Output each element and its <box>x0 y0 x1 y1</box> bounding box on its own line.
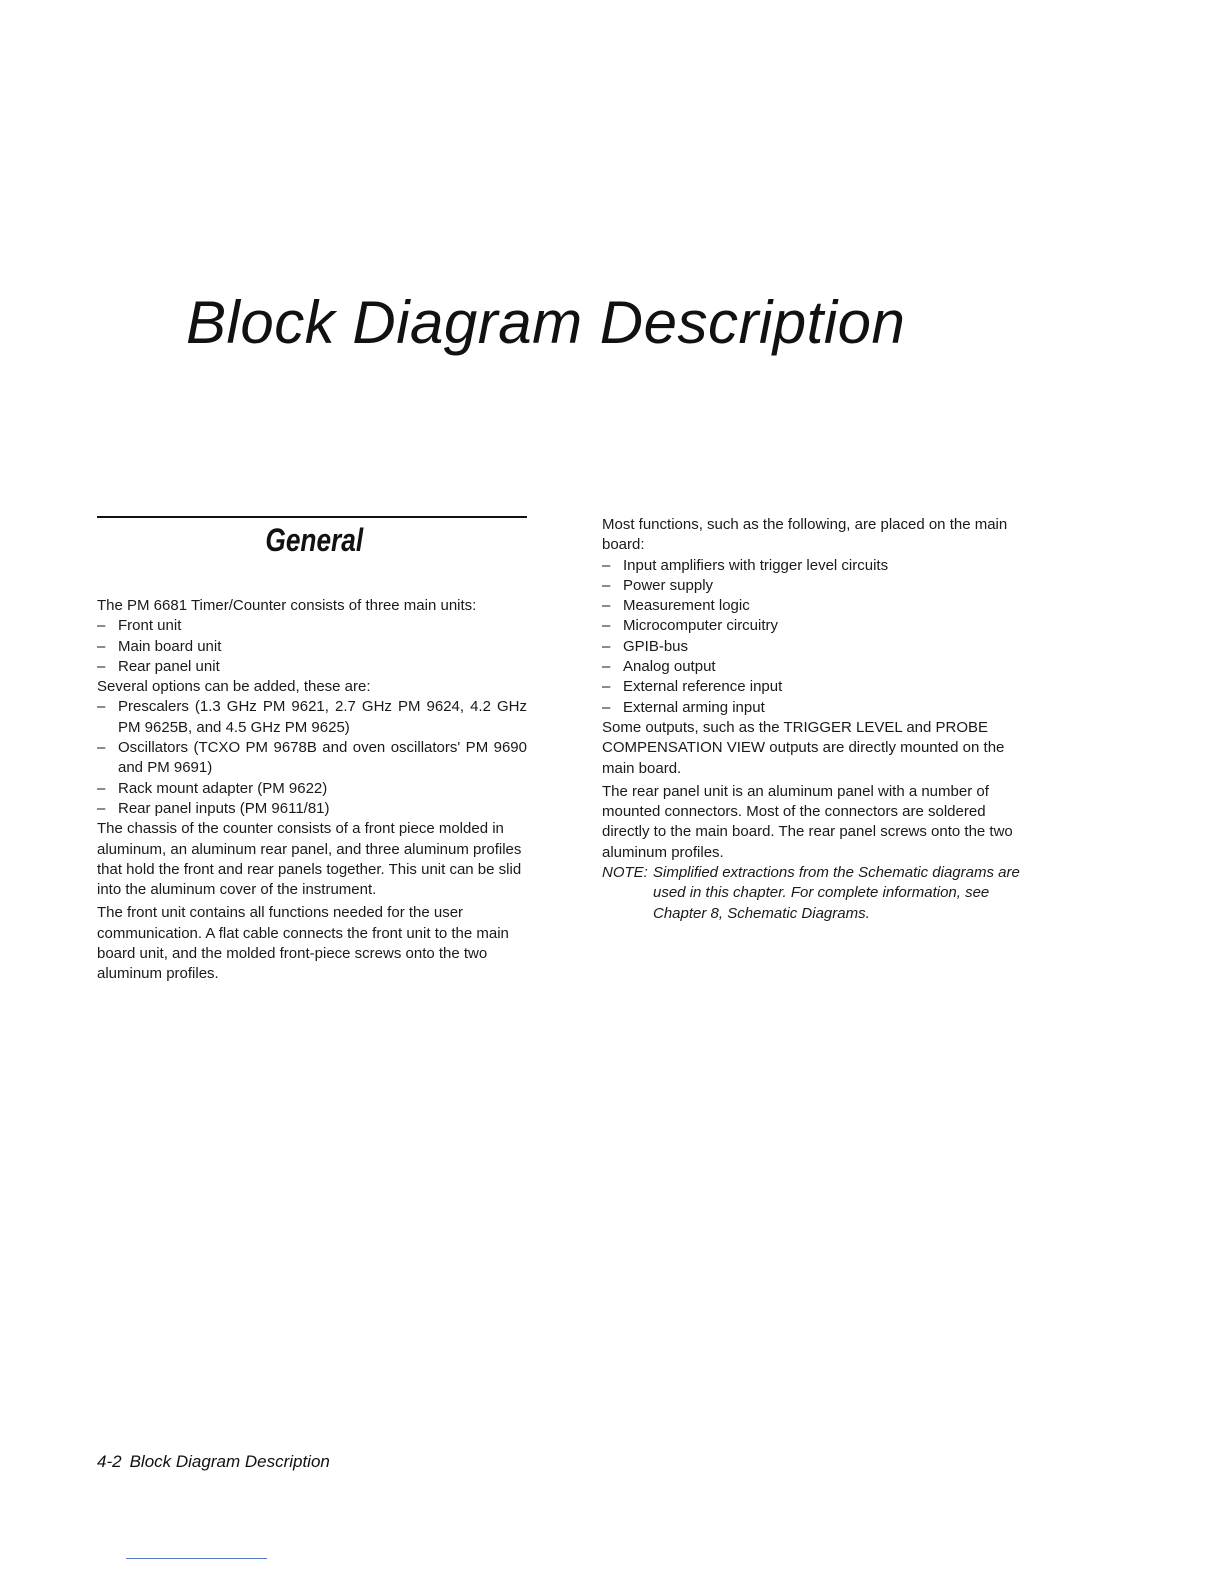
dash-marker: – <box>602 597 611 615</box>
dash-marker: – <box>602 576 611 594</box>
list-item: – External arming input <box>602 698 1032 718</box>
dash-marker: – <box>602 678 611 696</box>
dash-marker: – <box>602 556 611 574</box>
list-item: – Rear panel inputs (PM 9611/81) <box>97 799 527 819</box>
list-item: – Oscillators (TCXO PM 9678B and oven oscillators' PM 9690 and PM 9691) <box>97 739 527 777</box>
front-unit-paragraph: The front unit contains all functions needed for the user communication. A flat cable connects the front unit to the main board unit, and the molded front-piece screws onto the two aluminum profiles. <box>97 904 509 983</box>
section-rule <box>97 516 527 518</box>
list-item: – Microcomputer circuitry <box>602 616 1032 636</box>
rear-panel-paragraph: The rear panel unit is an aluminum panel with a number of mounted connectors. Most of the connectors are soldered directly to the main board. The rear panel screws onto the two aluminum profiles. <box>602 782 1013 861</box>
left-column <box>97 596 527 985</box>
footer-title: Block Diagram Description <box>129 1452 330 1471</box>
note-text: Simplified extractions from the Schematic diagrams are used in this chapter. For complete information, see Chapter 8, Schematic Diagrams. <box>653 864 1020 922</box>
options-intro: Several options can be added, these are: <box>97 678 371 696</box>
dash-marker: – <box>602 698 611 716</box>
dash-marker: – <box>602 617 611 635</box>
list-item: – GPIB-bus <box>602 637 1032 657</box>
list-item: – Analog output <box>602 657 1032 677</box>
dash-marker: – <box>97 739 106 757</box>
list-item: – Prescalers (1.3 GHz PM 9621, 2.7 GHz PM 9624, 4.2 GHz PM 9625B, and 4.5 GHz PM 9625) <box>97 698 527 736</box>
note-label: NOTE: <box>602 864 648 882</box>
functions-list <box>602 556 1032 718</box>
options-list <box>97 697 527 819</box>
list-item: – External reference input <box>602 677 1032 697</box>
list-item: – Front unit <box>97 616 527 636</box>
list-item: – Input amplifiers with trigger level circuits <box>602 556 1032 576</box>
units-intro: The PM 6681 Timer/Counter consists of three main units: <box>97 597 477 614</box>
bottom-divider <box>126 1558 267 1559</box>
page-number: 4-2 <box>97 1452 122 1471</box>
list-item: – Measurement logic <box>602 596 1032 616</box>
list-item: – Main board unit <box>97 637 527 657</box>
outputs-paragraph: Some outputs, such as the TRIGGER LEVEL and PROBE COMPENSATION VIEW outputs are directly mounted on the main board. <box>602 718 1005 777</box>
list-item: – Rack mount adapter (PM 9622) <box>97 779 527 799</box>
units-list <box>97 616 527 677</box>
dash-marker: – <box>97 799 106 817</box>
note <box>602 863 1032 924</box>
functions-intro: Most functions, such as the following, are placed on the main board: <box>602 516 1008 554</box>
chapter-title: Block Diagram Description <box>186 289 906 356</box>
list-item: – Rear panel unit <box>97 657 527 677</box>
dash-marker: – <box>97 779 106 797</box>
chassis-paragraph: The chassis of the counter consists of a front piece molded in aluminum, an aluminum rear panel, and three aluminum profiles that hold the front and rear panels together. This unit can be slid into the aluminum cover of the instrument. <box>97 820 522 899</box>
right-column <box>602 515 1032 924</box>
dash-marker: – <box>602 658 611 676</box>
dash-marker: – <box>602 637 611 655</box>
list-item: – Power supply <box>602 576 1032 596</box>
dash-marker: – <box>97 698 106 716</box>
section-heading: General <box>265 522 364 558</box>
page-footer <box>97 1451 330 1473</box>
dash-marker: – <box>97 617 106 635</box>
dash-marker: – <box>97 637 106 655</box>
dash-marker: – <box>97 657 106 675</box>
